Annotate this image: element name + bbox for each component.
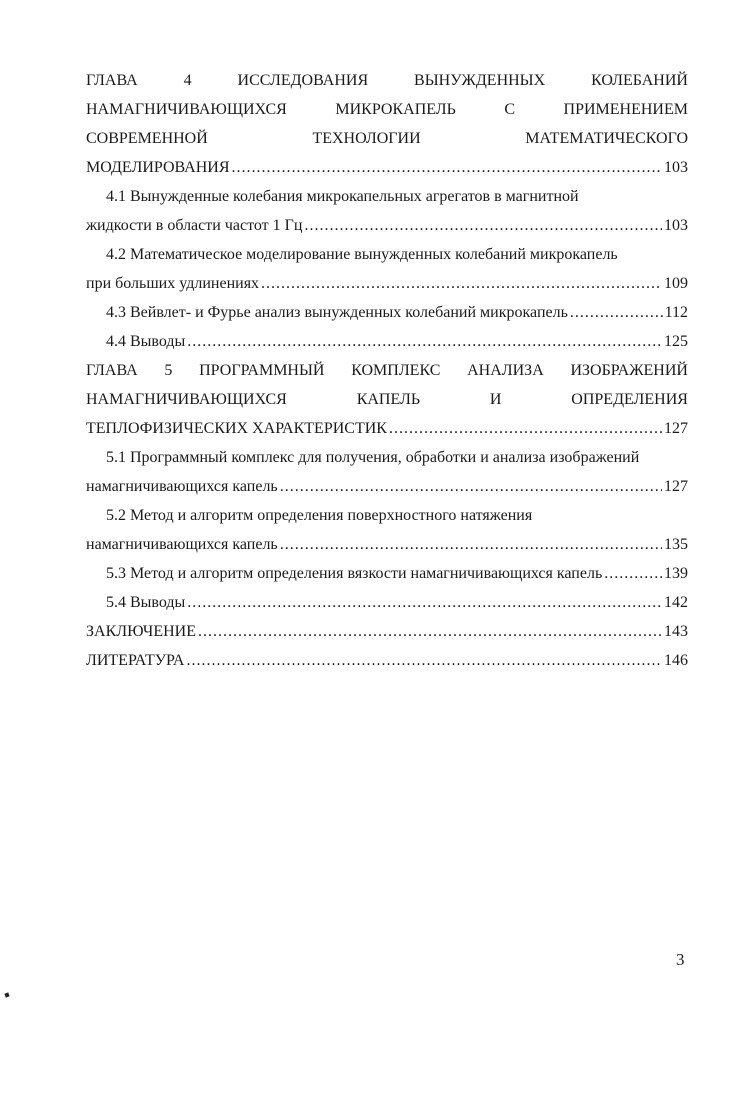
toc-ch4-title-end: МОДЕЛИРОВАНИЯ [86,159,230,176]
toc-s54-title: 5.4 Выводы [106,594,186,611]
leader-dots [604,559,662,588]
toc-word: ГЛАВА [86,362,138,379]
leader-dots [198,617,662,646]
toc-ch5-entry[interactable] [86,414,688,443]
leader-dots [232,153,662,182]
toc-conclusion-entry[interactable] [86,617,688,646]
toc-s44-entry[interactable] [86,327,688,356]
toc-s53-title: 5.3 Метод и алгоритм определения вязкости намагничивающихся капель [106,565,603,582]
leader-dots [261,269,662,298]
toc-word: ПРИМЕНЕНИЕМ [563,101,688,118]
page-ref: 112 [664,304,688,321]
toc-ch4-line2 [86,95,688,124]
leader-dots [389,414,662,443]
leader-dots [187,327,662,356]
scan-speck [4,992,9,997]
toc-s42-line1[interactable]: 4.2 Математическое моделирование вынужденных колебаний микрокапель [106,246,618,263]
leader-dots [304,211,662,240]
toc-word: КОЛЕБАНИЙ [591,72,688,89]
page-ref: 125 [664,333,688,350]
toc-ch5-line1 [86,356,688,385]
toc-s42-title-end: при больших удлинениях [86,275,260,292]
page-number: 3 [676,950,685,969]
page-ref: 127 [664,478,688,495]
page-ref: 103 [664,217,688,234]
toc-s51-entry[interactable] [86,472,688,501]
leader-dots [570,298,663,327]
toc-word: КОМПЛЕКС [351,362,441,379]
toc-word: 4 [183,72,192,89]
toc-s51-title-end: намагничивающихся капель [86,478,278,495]
toc-word: И [489,391,502,408]
page-ref: 127 [664,420,688,437]
page-ref: 109 [664,275,688,292]
toc-s41-line1[interactable]: 4.1 Вынужденные колебания микрокапельных агрегатов в магнитной [106,188,579,205]
toc-word: ВЫНУЖДЕННЫХ [414,72,546,89]
toc-ch5-line2 [86,385,688,414]
toc-s44-title: 4.4 Выводы [106,333,186,350]
page-ref: 139 [664,565,688,582]
toc-s52-line1[interactable]: 5.2 Метод и алгоритм определения поверхностного натяжения [106,507,533,524]
page-ref: 142 [664,594,688,611]
table-of-contents [86,66,688,675]
toc-word: АНАЛИЗА [467,362,544,379]
toc-ch4-line3 [86,124,688,153]
toc-conclusion-title: ЗАКЛЮЧЕНИЕ [86,623,196,640]
toc-word: ПРОГРАММНЫЙ [199,362,325,379]
toc-word: ИССЛЕДОВАНИЯ [237,72,369,89]
toc-s41-title-end: жидкости в области частот 1 Гц [86,217,303,234]
leader-dots [187,588,662,617]
leader-dots [186,646,662,675]
toc-word: МИКРОКАПЕЛЬ [335,101,456,118]
toc-s42-entry[interactable] [86,269,688,298]
toc-s52-entry[interactable] [86,530,688,559]
toc-s43-entry[interactable] [86,298,688,327]
toc-word: НАМАГНИЧИВАЮЩИХСЯ [86,391,287,408]
toc-literature-entry[interactable] [86,646,688,675]
toc-word: СОВРЕМЕННОЙ [86,130,208,147]
toc-word: 5 [164,362,173,379]
toc-word: ОПРЕДЕЛЕНИЯ [571,391,688,408]
toc-word: С [504,101,516,118]
toc-s51-line1[interactable]: 5.1 Программный комплекс для получения, обработки и анализа изображений [106,449,640,466]
toc-s54-entry[interactable] [86,588,688,617]
toc-literature-title: ЛИТЕРАТУРА [86,652,185,669]
page-ref: 135 [664,536,688,553]
leader-dots [280,472,662,501]
toc-word: КАПЕЛЬ [356,391,421,408]
toc-word: ТЕХНОЛОГИИ [312,130,421,147]
toc-s52-title-end: намагничивающихся капель [86,536,278,553]
page-ref: 146 [664,652,688,669]
toc-s53-entry[interactable] [86,559,688,588]
toc-ch5-title-end: ТЕПЛОФИЗИЧЕСКИХ ХАРАКТЕРИСТИК [86,420,387,437]
toc-word: МАТЕМАТИЧЕСКОГО [525,130,688,147]
page-ref: 103 [664,159,688,176]
toc-ch4-line1 [86,66,688,95]
leader-dots [280,530,662,559]
toc-word: ИЗОБРАЖЕНИЙ [570,362,688,379]
page-ref: 143 [664,623,688,640]
toc-ch4-entry[interactable] [86,153,688,182]
toc-word: НАМАГНИЧИВАЮЩИХСЯ [86,101,287,118]
toc-s41-entry[interactable] [86,211,688,240]
toc-word: ГЛАВА [86,72,138,89]
toc-s43-title: 4.3 Вейвлет- и Фурье анализ вынужденных колебаний микрокапель [106,304,568,321]
